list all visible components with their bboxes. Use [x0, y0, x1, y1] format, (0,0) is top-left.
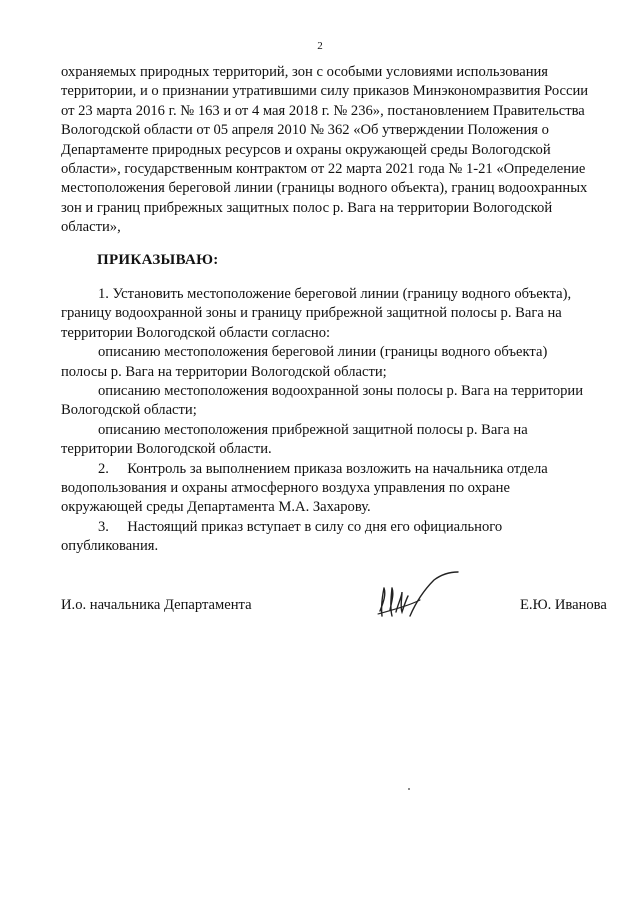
intro-paragraph	[61, 63, 616, 238]
sub-line: территории Вологодской области.	[61, 441, 272, 458]
intro-line: охраняемых природных территорий, зон с особыми условиями использования	[61, 64, 549, 80]
item-2-line: окружающей среды Департамента М.А. Захарову.	[61, 499, 371, 516]
sub-line: описанию местоположения прибрежной защитной полосы р. Вага на	[98, 421, 528, 438]
signatory-position: И.о. начальника Департамента	[61, 597, 252, 613]
signatory-name: Е.Ю. Иванова	[520, 597, 607, 613]
item-3-line: 3. Настоящий приказ вступает в силу со дня его официального	[98, 518, 503, 535]
item-1-line: территории Вологодской области согласно:	[61, 324, 331, 341]
scan-artifact-dot	[408, 788, 410, 790]
intro-line: территории, и о признании утратившими силу приказов Минэкономразвития России	[61, 83, 589, 100]
item-3-line: опубликования.	[61, 538, 159, 555]
intro-line: области»,	[61, 219, 121, 236]
intro-line: области», государственным контрактом от 22 марта 2021 года № 1-21 «Определение	[61, 161, 586, 178]
sub-line: описанию местоположения водоохранной зоны полосы р. Вага на территории	[98, 383, 584, 400]
handwritten-signature	[372, 566, 462, 626]
sub-line: Вологодской области;	[61, 402, 197, 419]
sub-line: описанию местоположения береговой линии (границы водного объекта)	[98, 344, 548, 361]
item-2-line: водопользования и охраны атмосферного воздуха управления по охране	[61, 480, 510, 497]
intro-line: зон и границ прибрежных защитных полос р. Вага на территории Вологодской	[61, 199, 553, 216]
intro-line: местоположения береговой линии (границы водного объекта), границ водоохранных	[61, 180, 588, 197]
item-1-sub-1	[61, 343, 616, 382]
intro-line: Департаменте природных ресурсов и охраны окружающей среды Вологодской	[61, 141, 551, 158]
order-heading: ПРИКАЗЫВАЮ:	[97, 252, 219, 268]
item-2-line: 2. Контроль за выполнением приказа возложить на начальника отдела	[98, 460, 548, 477]
item-3	[61, 518, 616, 557]
item-1-sub-2	[61, 382, 616, 421]
sub-line: полосы р. Вага на территории Вологодской области;	[61, 363, 387, 380]
intro-line: от 23 марта 2016 г. № 163 и от 4 мая 2018 г. № 236», постановлением Правительства	[61, 102, 585, 119]
intro-line: Вологодской области от 05 апреля 2010 № 362 «Об утверждении Положения о	[61, 122, 549, 139]
item-2	[61, 460, 616, 518]
item-1	[61, 285, 616, 343]
order-items	[61, 285, 616, 557]
item-1-line: 1. Установить местоположение береговой линии (границу водного объекта),	[98, 286, 572, 302]
page-number: 2	[317, 40, 323, 52]
item-1-sub-3	[61, 421, 616, 460]
item-1-line: границу водоохранной зоны и границу прибрежной защитной полосы р. Вага на	[61, 305, 562, 322]
